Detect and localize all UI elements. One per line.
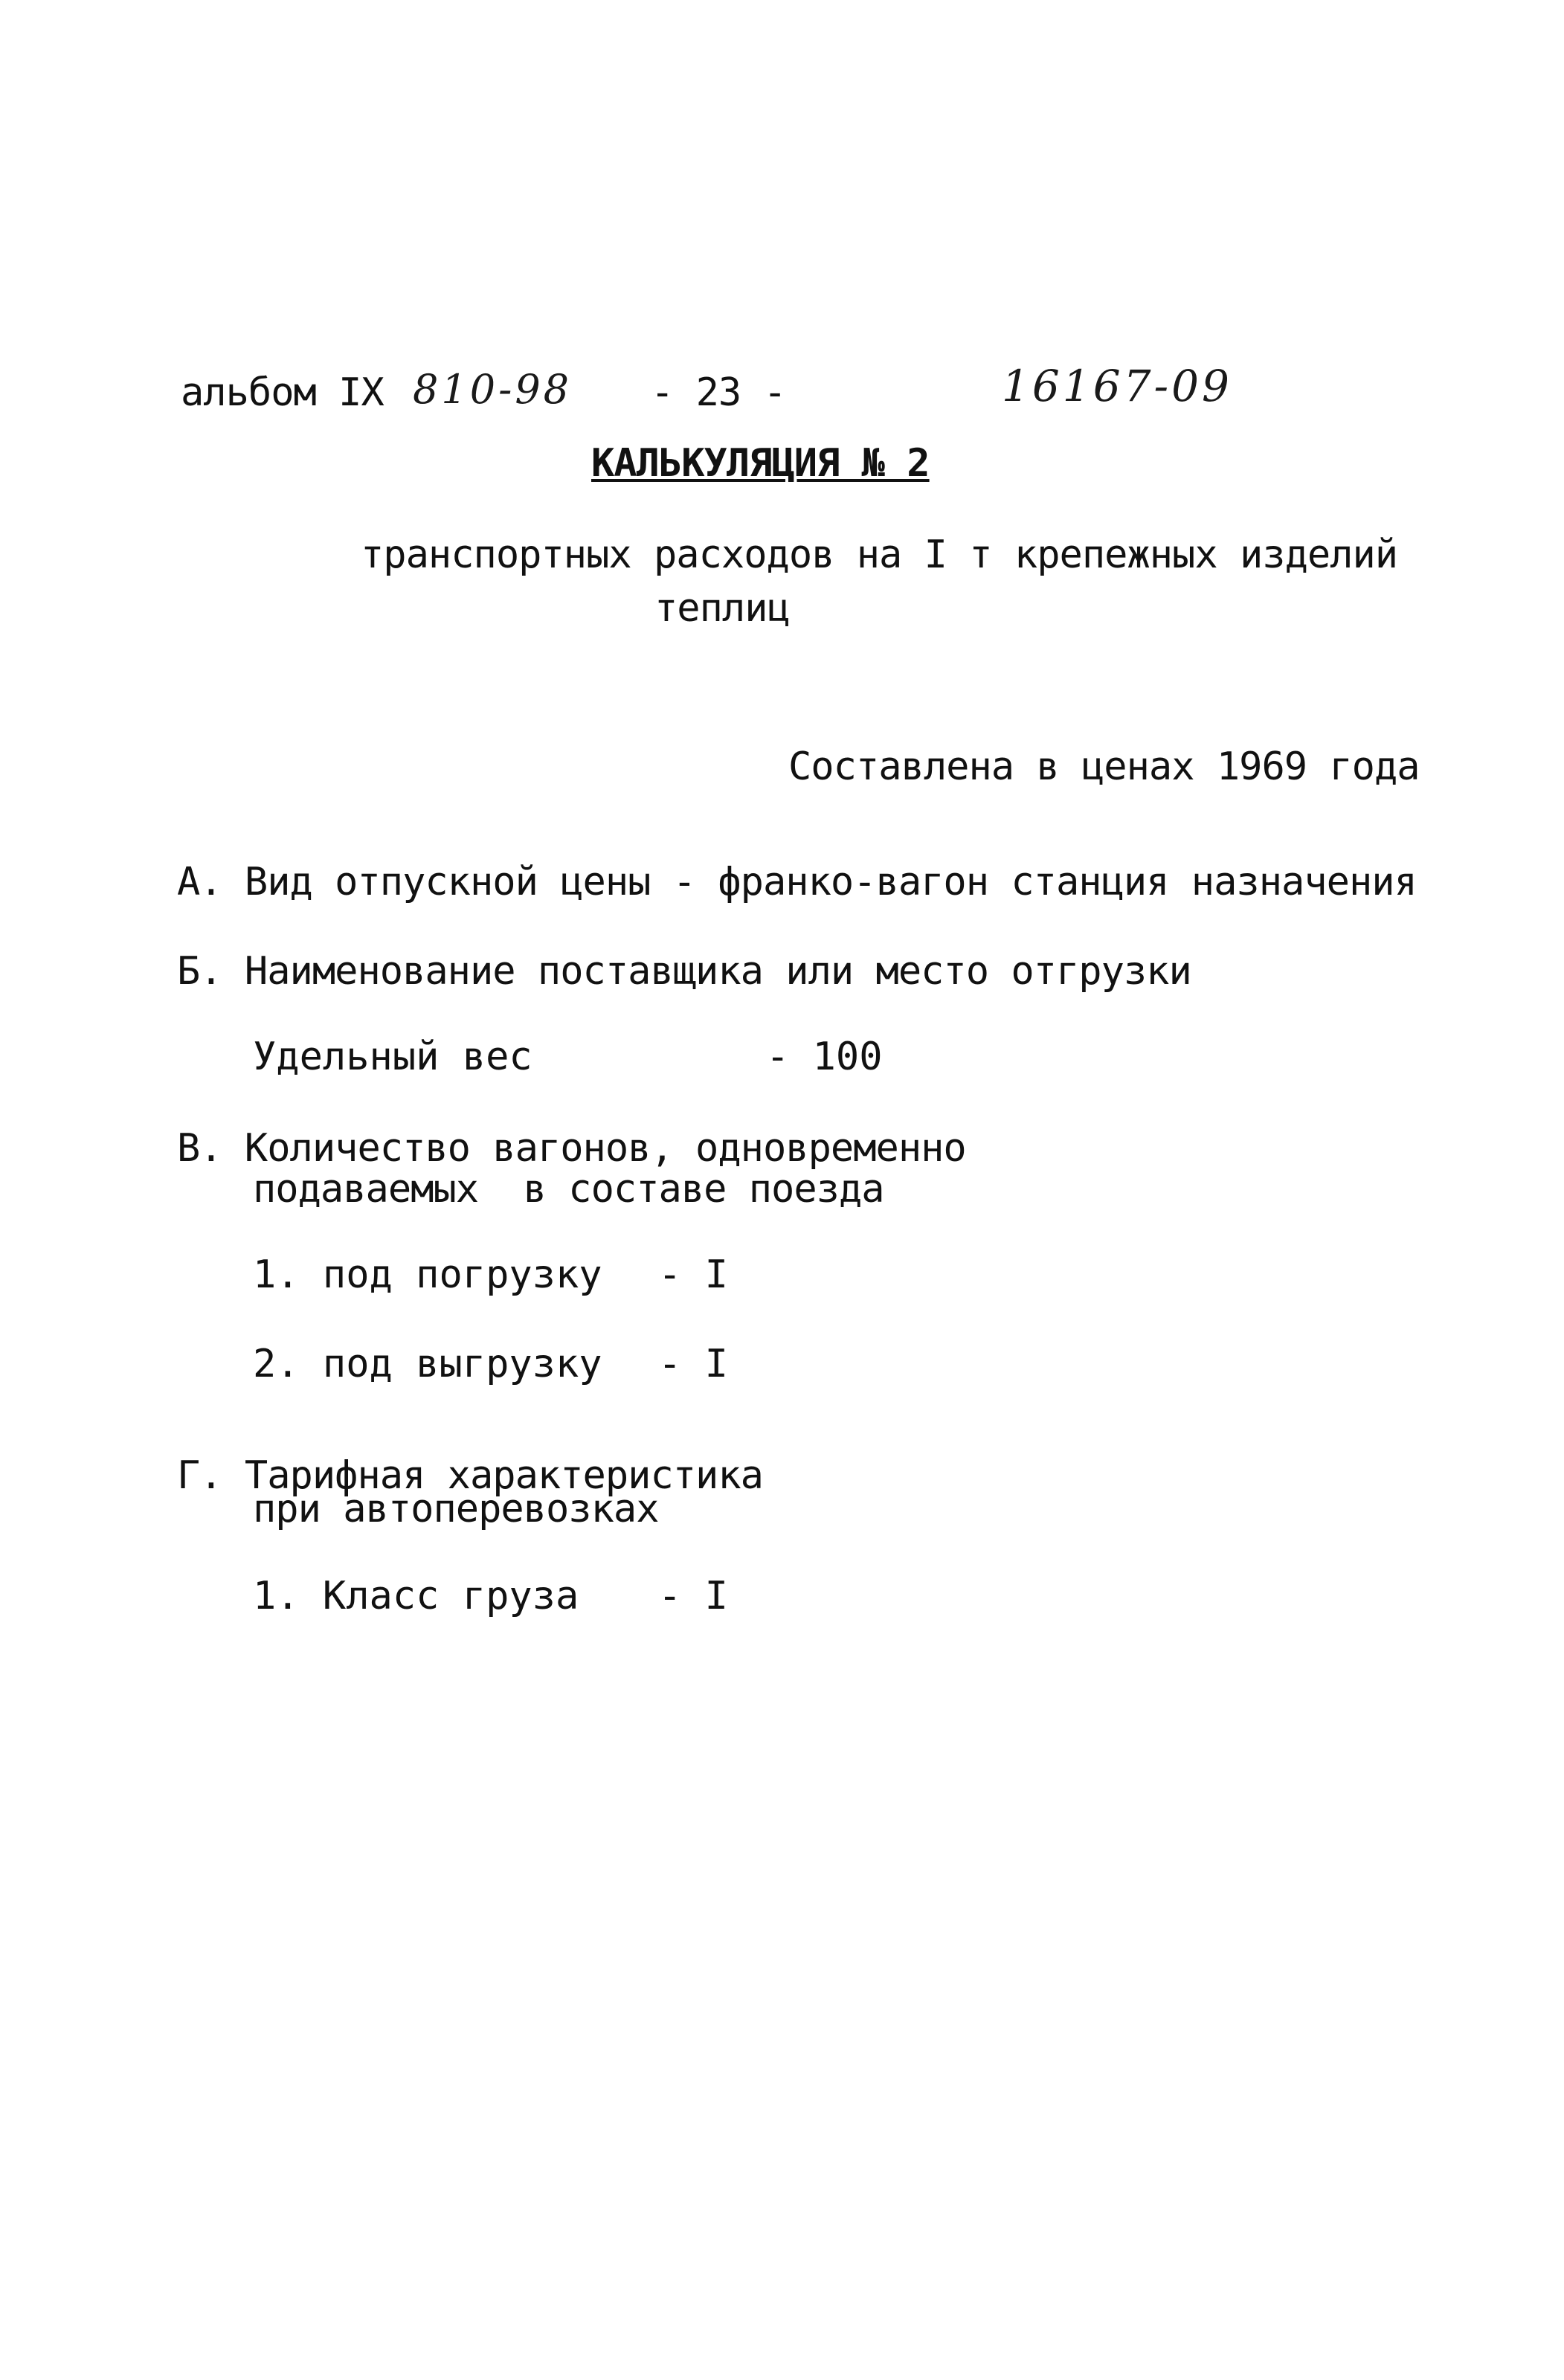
section-g-tariff-line2: при автоперевозках bbox=[253, 1487, 659, 1531]
unloading-wagons-label: 2. под выгрузку bbox=[253, 1342, 602, 1386]
section-g-tariff-line1: Г. Тарифная характеристика bbox=[177, 1453, 763, 1498]
calculation-subtitle-line2: теплиц bbox=[654, 586, 790, 631]
calculation-title: КАЛЬКУЛЯЦИЯ № 2 bbox=[591, 441, 930, 486]
loading-wagons-label: 1. под погрузку bbox=[253, 1252, 602, 1297]
calculation-subtitle-line1: транспортных расходов на I т крепежных изделий bbox=[361, 533, 1398, 577]
section-v-wagons-line1: В. Количество вагонов, одновременно bbox=[177, 1126, 966, 1171]
cargo-class-value: - I bbox=[658, 1574, 728, 1618]
document-number-handwritten: 16167-09 bbox=[1002, 361, 1232, 411]
cargo-class-row bbox=[253, 1574, 728, 1731]
unloading-wagons-value: - I bbox=[658, 1342, 728, 1386]
loading-wagons-value: - I bbox=[658, 1252, 728, 1297]
prices-note: Составлена в ценах 1969 года bbox=[788, 744, 1420, 789]
album-code-handwritten: 810-98 bbox=[413, 366, 573, 413]
specific-weight-label: Удельный вес bbox=[253, 1035, 532, 1079]
specific-weight-value: - 100 bbox=[766, 1035, 883, 1079]
album-label: альбом IX bbox=[181, 370, 384, 415]
section-a-price-type: А. Вид отпускной цены - франко-вагон станция назначения bbox=[177, 860, 1417, 904]
section-b-supplier: Б. Наименование поставщика или место отгрузки bbox=[177, 949, 1191, 994]
cargo-class-label: 1. Класс груза bbox=[253, 1574, 579, 1618]
section-v-wagons-line2: подаваемых в составе поезда bbox=[253, 1167, 884, 1212]
page-number: - 23 - bbox=[651, 370, 786, 415]
